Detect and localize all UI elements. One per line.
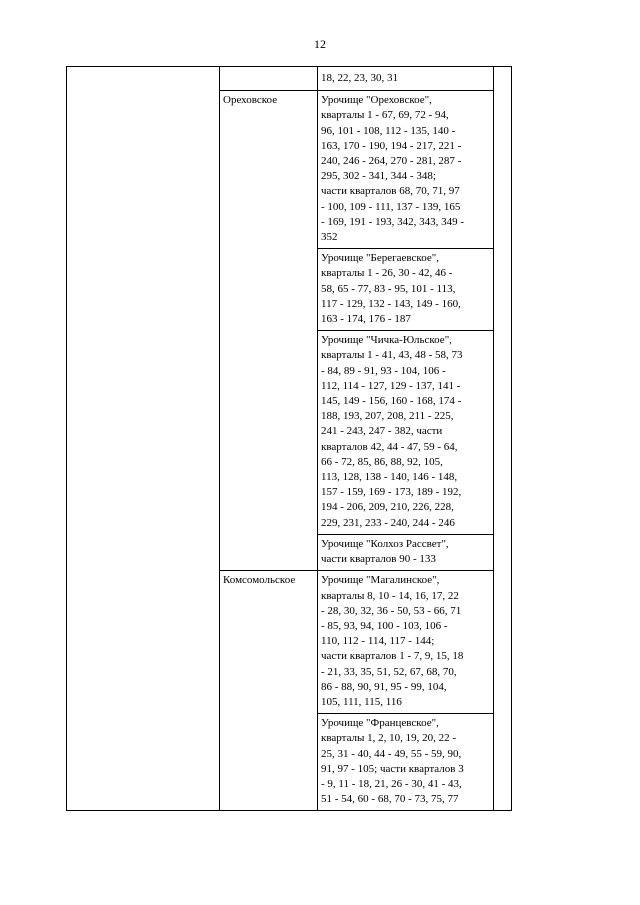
tract-text-line: Урочище "Колхоз Рассвет", xyxy=(321,537,449,550)
page-number: 12 xyxy=(314,37,326,51)
tract-text-line: части кварталов 1 - 7, 9, 15, 18 xyxy=(321,650,464,663)
settlement-cell xyxy=(220,67,318,91)
tract-text-line: Урочище "Ореховское", xyxy=(321,94,432,107)
tract-text-line: кварталы 1 - 67, 69, 72 - 94, xyxy=(321,109,449,122)
tract-text-line: 112, 114 - 127, 129 - 137, 141 - xyxy=(321,379,461,392)
tract-text-line: 25, 31 - 40, 44 - 49, 55 - 59, 90, xyxy=(321,747,462,760)
tract-text-line: 66 - 72, 85, 86, 88, 92, 105, xyxy=(321,455,443,468)
tract-text-line: 229, 231, 233 - 240, 244 - 246 xyxy=(321,516,455,529)
tract-text-line: 157 - 159, 169 - 173, 189 - 192, xyxy=(321,486,462,499)
tract-text-line: 240, 246 - 264, 270 - 281, 287 - xyxy=(321,155,462,168)
tract-text-line: 145, 149 - 156, 160 - 168, 174 - xyxy=(321,395,462,408)
tract-text-line: Урочище "Францевское", xyxy=(321,717,439,730)
tract-text-line: кварталы 1 - 26, 30 - 42, 46 - xyxy=(321,267,453,280)
region-cell xyxy=(67,67,220,811)
tract-text-line: 105, 111, 115, 116 xyxy=(321,695,402,708)
table-row xyxy=(67,67,512,91)
tract-text-line: 58, 65 - 77, 83 - 95, 101 - 113, xyxy=(321,282,456,295)
tract-text-line: - 169, 191 - 193, 342, 343, 349 - xyxy=(321,215,464,228)
quarters-cell: 18, 22, 23, 30, 31 xyxy=(318,67,494,91)
tract-text-line: части кварталов 90 - 133 xyxy=(321,553,436,566)
tract-text-line: 96, 101 - 108, 112 - 135, 140 - xyxy=(321,124,456,137)
tract-text-line: 86 - 88, 90, 91, 95 - 99, 104, xyxy=(321,680,447,693)
tract-text-line: - 9, 11 - 18, 21, 26 - 30, 41 - 43, xyxy=(321,777,462,790)
territory-table xyxy=(66,66,512,811)
tract-text-line: 295, 302 - 341, 344 - 348; xyxy=(321,170,436,183)
forest-tract-cell xyxy=(318,249,494,331)
tract-text-line: - 28, 30, 32, 36 - 50, 53 - 66, 71 xyxy=(321,604,462,617)
forest-tract-cell xyxy=(318,331,494,535)
forest-tract-cell xyxy=(318,571,494,714)
tract-text-line: 91, 97 - 105; части кварталов 3 xyxy=(321,762,464,775)
tract-text-line: Урочище "Берегаевское", xyxy=(321,252,439,265)
tract-text-line: 241 - 243, 247 - 382, части xyxy=(321,425,443,438)
tract-text-line: 163 - 174, 176 - 187 xyxy=(321,313,411,326)
tract-text-line: 110, 112 - 114, 117 - 144; xyxy=(321,635,435,648)
tract-text-line: кварталы 1, 2, 10, 19, 20, 22 - xyxy=(321,732,457,745)
settlement-name-cell: Комсомольское xyxy=(220,571,318,811)
settlement-name-cell: Ореховское xyxy=(220,91,318,571)
tract-text-line: - 84, 89 - 91, 93 - 104, 106 - xyxy=(321,364,446,377)
tract-text-line: - 100, 109 - 111, 137 - 139, 165 xyxy=(321,200,461,213)
tract-text-line: кварталы 1 - 41, 43, 48 - 58, 73 xyxy=(321,349,463,362)
tract-text-line: - 85, 93, 94, 100 - 103, 106 - xyxy=(321,619,448,632)
tract-text-line: 163, 170 - 190, 194 - 217, 221 - xyxy=(321,139,462,152)
forest-tract-cell xyxy=(318,714,494,811)
tract-text-line: Урочище "Чичка-Юльское", xyxy=(321,334,452,347)
forest-tract-cell xyxy=(318,534,494,570)
tract-text-line: 194 - 206, 209, 210, 226, 228, xyxy=(321,501,454,514)
tract-text-line: 117 - 129, 132 - 143, 149 - 160, xyxy=(321,297,461,310)
tract-text-line: 51 - 54, 60 - 68, 70 - 73, 75, 77 xyxy=(321,793,459,806)
tract-text-line: кварталов 42, 44 - 47, 59 - 64, xyxy=(321,440,458,453)
tract-text-line: Урочище "Магалинское", xyxy=(321,574,440,587)
tract-text-line: 352 xyxy=(321,231,338,244)
notes-cell xyxy=(494,67,512,811)
tract-text-line: 113, 128, 138 - 140, 146 - 148, xyxy=(321,471,458,484)
tract-text-line: 188, 193, 207, 208, 211 - 225, xyxy=(321,410,454,423)
table-body xyxy=(67,67,512,811)
tract-text-line: кварталы 8, 10 - 14, 16, 17, 22 xyxy=(321,589,459,602)
forest-tract-cell xyxy=(318,91,494,249)
tract-text-line: - 21, 33, 35, 51, 52, 67, 68, 70, xyxy=(321,665,457,678)
tract-text-line: части кварталов 68, 70, 71, 97 xyxy=(321,185,460,198)
